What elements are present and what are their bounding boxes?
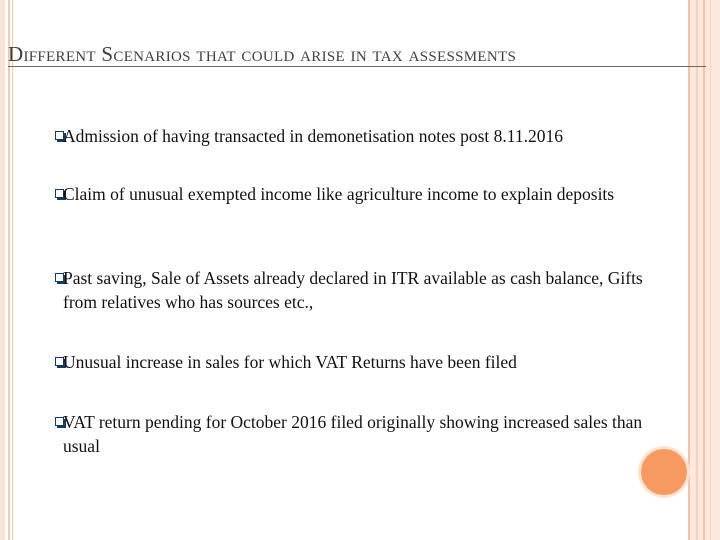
slide-title: Different Scenarios that could arise in tax assessments [8, 42, 517, 66]
right-decor-line [688, 0, 690, 540]
left-decor-line [12, 0, 13, 540]
bullet-text: Admission of having transacted in demonetisation notes post 8.11.2016 [63, 126, 563, 146]
bullet-text: Claim of unusual exempted income like agriculture income to explain deposits [63, 184, 615, 204]
bullet-text: Past saving, Sale of Assets already declared in ITR available as cash balance, Gifts from relatives who has sources etc., [63, 268, 643, 312]
left-decor-band [0, 0, 5, 540]
right-decor-line [703, 0, 705, 540]
right-decor-band [690, 0, 720, 540]
bullet-text: Unusual increase in sales for which VAT Returns have been filed [63, 352, 517, 372]
decorative-circle [641, 449, 687, 495]
right-decor-line [710, 0, 711, 540]
bullet-text: VAT return pending for October 2016 filed originally showing increased sales than usual [63, 412, 643, 456]
right-decor-line [696, 0, 698, 540]
title-underline [8, 66, 706, 67]
left-decor-line [8, 0, 10, 540]
